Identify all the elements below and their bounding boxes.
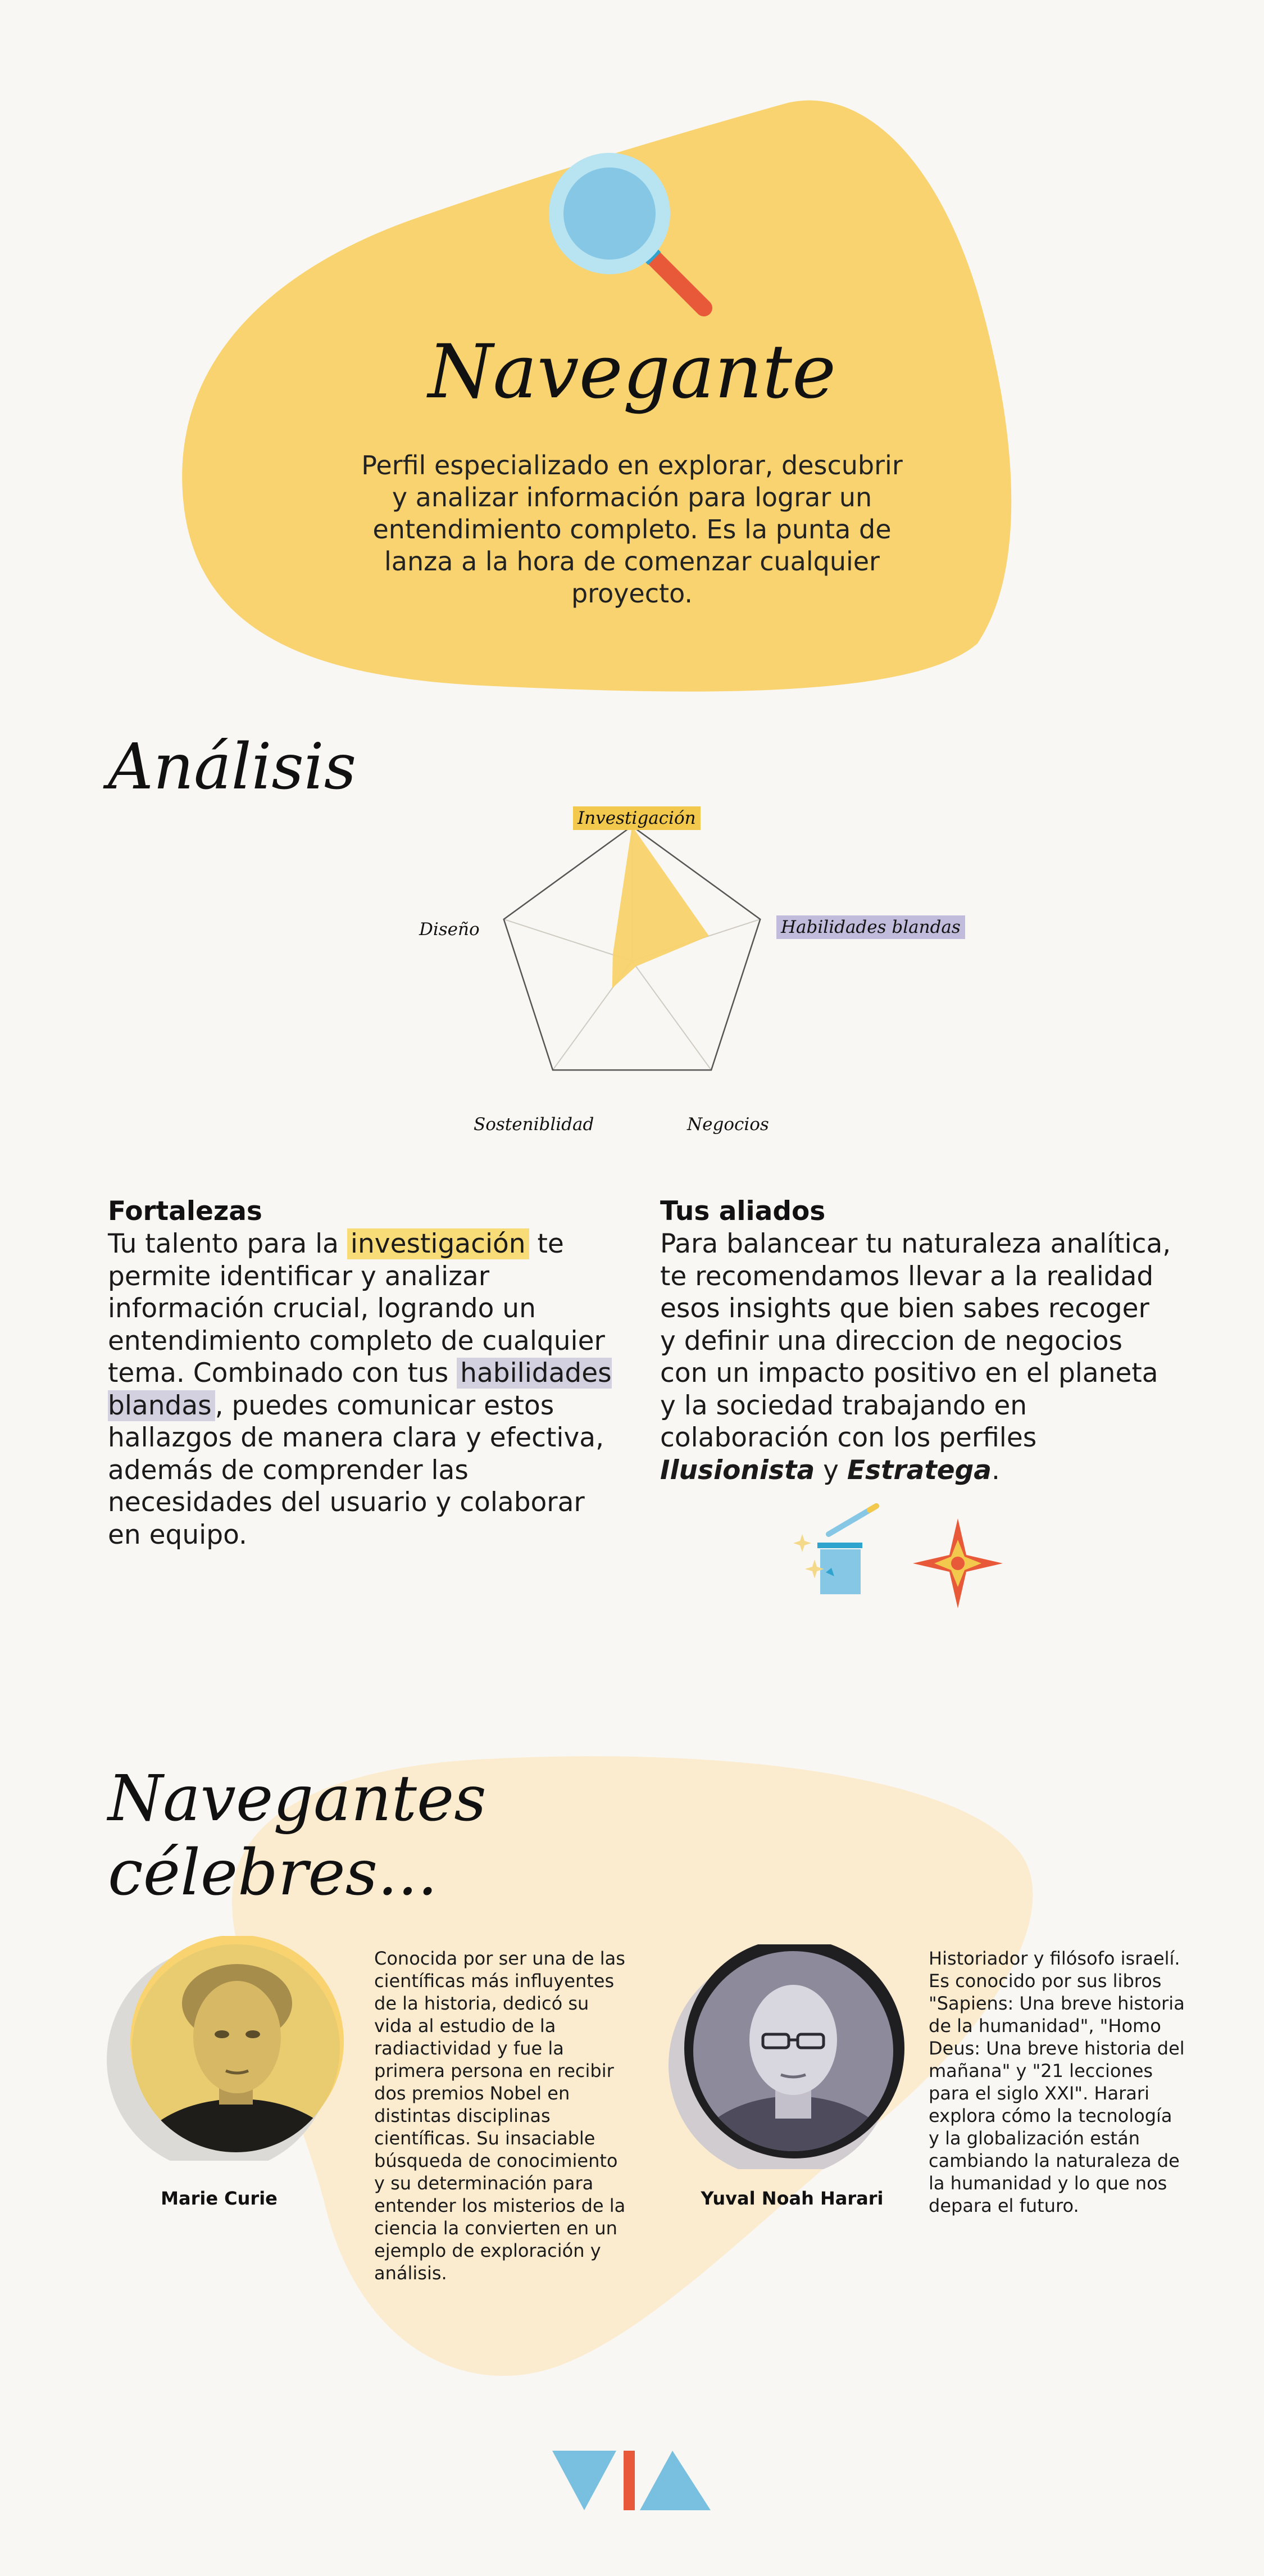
radar-axis: [632, 961, 711, 1070]
radar-label-habilidades-blandas: Habilidades blandas: [776, 915, 965, 939]
person-name-marie-curie: Marie Curie: [161, 2188, 278, 2209]
hero-title: Navegante: [428, 329, 836, 415]
person-name-yuval-harari: Yuval Noah Harari: [701, 2188, 884, 2209]
radar-axis: [504, 919, 632, 961]
person-bio-marie-curie: Conocida por ser una de las científicas más influyentes de la historia, dedicó su vida al estudio de la radiactividad y fue la primera persona en recibir dos premios Nobel en distintas disciplinas científicas. Su insaciable búsqueda de conocimiento y su determinación para entender los misterios de la ciencia la convierten en un ejemplo de exploración y análisis.: [374, 1948, 626, 2284]
allies-title: Tus aliados: [660, 1196, 826, 1227]
person-bio-yuval-harari: Historiador y filósofo israelí. Es conocido por sus libros "Sapiens: Una breve historia de la humanidad", "Homo Deus: Una breve historia del mañana" y "21 lecciones para el siglo XXI". Harari explora cómo la tecnología y la globalización están cambiando la naturaleza de la humanidad y lo que nos depara el futuro.: [929, 1948, 1185, 2216]
allies-text: Para balancear tu naturaleza analítica, te recomendamos llevar a la realidad esos insights que bien sabes recoger y definir una direccion de negocios con un impacto positivo en el planeta y la sociedad trabajando en colaboración con los perfiles Ilusionista y Estratega.: [660, 1228, 1171, 1486]
radar-label-negocios: Negocios: [687, 1114, 769, 1135]
compass-star-icon: [913, 1518, 1003, 1608]
radar-data-area: [612, 826, 709, 988]
strengths-text: Tu talento para la investigación te permite identificar y analizar información crucial, logrando un entendimiento completo de cualquier tema. Combinado con tus habilidades blandas , puedes comunicar estos hallazgos de manera clara y efectiva, además de comprender las necesidades del usuario y colaborar en equipo.: [108, 1228, 612, 1550]
famous-title: Navegantes célebres...: [108, 1762, 486, 1910]
via-logo: [548, 2447, 716, 2515]
ally-ilusionista: Ilusionista: [660, 1454, 815, 1486]
highlight-habilidades-blandas: habilidades blandas: [108, 1358, 612, 1421]
yuval-harari-avatar: [669, 1944, 916, 2169]
ally-estratega: Estratega: [847, 1454, 992, 1486]
analysis-title: Análisis: [108, 731, 357, 804]
hero-description: Perfil especializado en explorar, descubrir y analizar información para lograr un entendimiento completo. Es la punta de lanza a la hora de comenzar cualquier proyecto.: [361, 450, 903, 609]
magic-hat-icon: [792, 1500, 882, 1602]
radar-chart: [0, 775, 1264, 1169]
magnifier-icon: [548, 152, 716, 320]
radar-label-sosteniblidad: Sosteniblidad: [474, 1114, 594, 1135]
radar-label-investigacion: Investigación: [573, 806, 701, 830]
radar-label-diseno: Diseño: [419, 919, 480, 940]
marie-curie-avatar: [107, 1936, 354, 2161]
strengths-title: Fortalezas: [108, 1196, 262, 1227]
highlight-investigacion: investigación: [347, 1228, 529, 1259]
